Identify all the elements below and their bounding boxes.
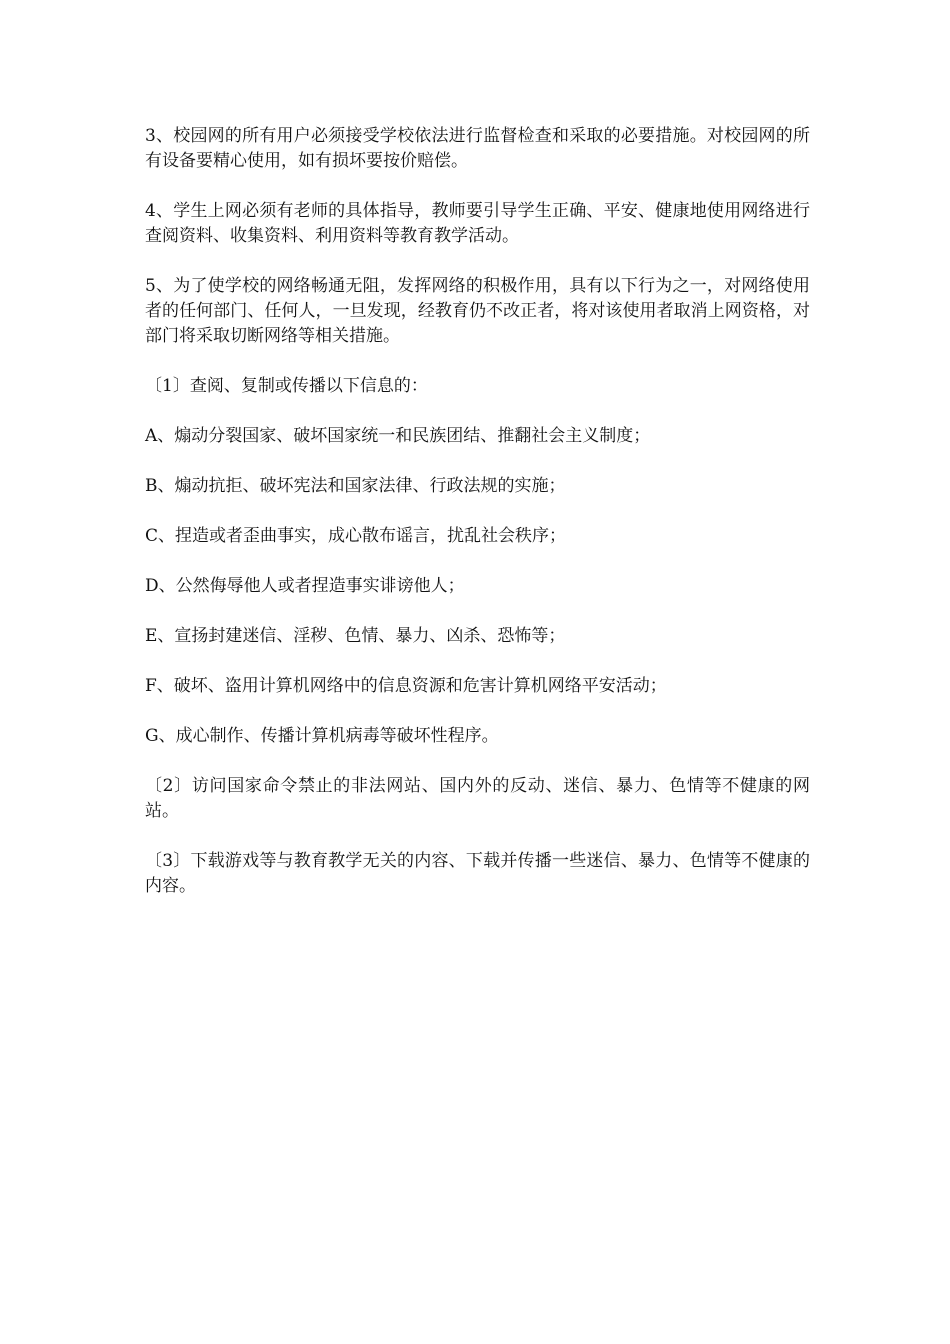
paragraph-item-2: 〔2〕访问国家命令禁止的非法网站、国内外的反动、迷信、暴力、色情等不健康的网站。 xyxy=(145,776,810,821)
paragraph-item-1: 〔1〕查阅、复制或传播以下信息的： xyxy=(145,376,428,396)
paragraph-item-g: G、成心制作、传播计算机病毒等破坏性程序。 xyxy=(145,726,499,746)
paragraph-item-a: A、煽动分裂国家、破坏国家统一和民族团结、推翻社会主义制度； xyxy=(145,426,651,446)
paragraph-item-d: D、公然侮辱他人或者捏造事实诽谤他人； xyxy=(145,576,465,596)
paragraph-rule-3: 3、校园网的所有用户必须接受学校依法进行监督检查和采取的必要措施。对校园网的所有设备要精心使用，如有损坏要按价赔偿。 xyxy=(145,126,810,171)
paragraph-rule-4: 4、学生上网必须有老师的具体指导，教师要引导学生正确、平安、健康地使用网络进行查阅资料、收集资料、利用资料等教育教学活动。 xyxy=(145,201,810,246)
paragraph-item-3: 〔3〕下载游戏等与教育教学无关的内容、下载并传播一些迷信、暴力、色情等不健康的内容。 xyxy=(145,851,810,896)
document-body xyxy=(145,124,810,924)
paragraph-rule-5: 5、为了使学校的网络畅通无阻，发挥网络的积极作用，具有以下行为之一，对网络使用者的任何部门、任何人，一旦发现，经教育仍不改正者，将对该使用者取消上网资格，对部门将采取切断网络等相关措施。 xyxy=(145,276,810,346)
paragraph-item-f: F、破坏、盗用计算机网络中的信息资源和危害计算机网络平安活动； xyxy=(145,676,667,696)
paragraph-item-b: B、煽动抗拒、破坏宪法和国家法律、行政法规的实施； xyxy=(145,476,566,496)
paragraph-item-e: E、宣扬封建迷信、淫秽、色情、暴力、凶杀、恐怖等； xyxy=(145,626,566,646)
paragraph-item-c: C、捏造或者歪曲事实，成心散布谣言，扰乱社会秩序； xyxy=(145,526,567,546)
